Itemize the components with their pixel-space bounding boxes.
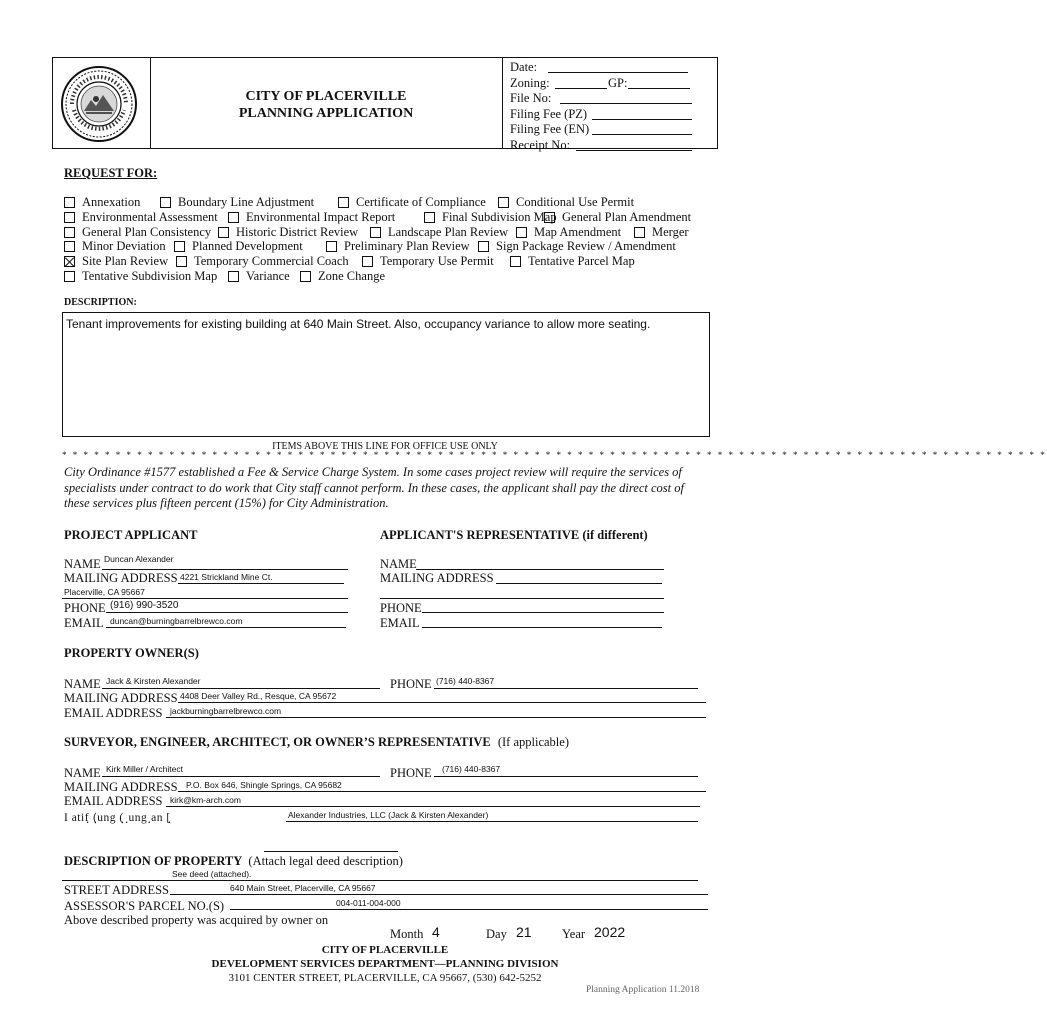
request-option[interactable] bbox=[64, 254, 168, 269]
surveyor-heading: SURVEYOR, ENGINEER, ARCHITECT, OR OWNER’S REPRESENTATIVE bbox=[64, 735, 491, 749]
receipt-no-field[interactable] bbox=[576, 138, 692, 151]
filing-fee-pz-field[interactable] bbox=[592, 107, 692, 120]
signature-line[interactable] bbox=[264, 838, 398, 852]
representative-heading: APPLICANT'S REPRESENTATIVE (if different) bbox=[380, 528, 648, 542]
applicant-address-label: MAILING ADDRESS bbox=[64, 571, 178, 585]
apn-label: ASSESSOR'S PARCEL NO.(S) bbox=[64, 899, 225, 913]
filing-fee-en-label: Filing Fee (EN) bbox=[510, 122, 590, 136]
checkbox[interactable] bbox=[326, 241, 337, 252]
surveyor-phone-value: (716) 440-8367 bbox=[442, 764, 501, 774]
surveyor-email-value: kirk@km-arch.com bbox=[170, 795, 241, 805]
applicant-name-label: NAME bbox=[64, 557, 101, 571]
representative-email-field[interactable] bbox=[422, 615, 662, 628]
apn-field[interactable] bbox=[230, 897, 708, 910]
applicant-address-line2-field[interactable] bbox=[62, 586, 348, 599]
applicant-email-field[interactable] bbox=[106, 615, 346, 628]
footer-city: CITY OF PLACERVILLE bbox=[321, 944, 449, 956]
checkbox[interactable] bbox=[228, 271, 239, 282]
representative-address-line2-field[interactable] bbox=[380, 586, 664, 599]
surveyor-email-field[interactable] bbox=[166, 794, 700, 807]
request-option-label: Boundary Line Adjustment bbox=[178, 195, 315, 209]
checkbox[interactable] bbox=[218, 227, 229, 238]
request-option[interactable] bbox=[370, 225, 508, 240]
checkbox[interactable] bbox=[362, 256, 373, 267]
request-option[interactable] bbox=[634, 225, 689, 240]
request-option-label: Tentative Subdivision Map bbox=[82, 269, 218, 283]
owner-name-field[interactable] bbox=[102, 676, 380, 689]
day-label: Day bbox=[486, 927, 507, 941]
file-no-field[interactable] bbox=[560, 91, 692, 104]
request-option-label: Landscape Plan Review bbox=[388, 225, 509, 239]
representative-phone-field[interactable] bbox=[422, 600, 664, 613]
checkbox[interactable] bbox=[424, 212, 435, 223]
request-option-label: Environmental Assessment bbox=[82, 210, 218, 224]
owner-heading: PROPERTY OWNER(S) bbox=[64, 646, 199, 660]
request-option-label: General Plan Amendment bbox=[562, 210, 692, 224]
representative-name-label: NAME bbox=[380, 557, 417, 571]
owner-phone-field[interactable] bbox=[434, 676, 698, 689]
gp-field[interactable] bbox=[628, 76, 690, 89]
file-no-label: File No: bbox=[510, 91, 552, 105]
request-row bbox=[64, 269, 724, 284]
applicant-address-field[interactable] bbox=[178, 571, 344, 584]
request-option[interactable] bbox=[64, 210, 218, 225]
applicant-email-value: duncan@burningbarrelbrewco.com bbox=[110, 616, 243, 626]
title-line-2: PLANNING APPLICATION bbox=[238, 106, 414, 121]
request-option[interactable] bbox=[228, 269, 290, 284]
owner-address-field[interactable] bbox=[178, 690, 706, 703]
footer-address: 3101 CENTER STREET, PLACERVILLE, CA 95667, (530) 642-5252 bbox=[228, 972, 542, 984]
request-option-label: Preliminary Plan Review bbox=[344, 239, 470, 253]
year-value[interactable]: 2022 bbox=[594, 924, 626, 940]
business-name-value: Alexander Industries, LLC (Jack & Kirsten Alexander) bbox=[288, 810, 489, 820]
surveyor-email-label: EMAIL ADDRESS bbox=[64, 794, 163, 808]
checkbox[interactable] bbox=[174, 241, 185, 252]
header-divider bbox=[502, 57, 503, 149]
checkbox[interactable] bbox=[498, 197, 509, 208]
checkbox[interactable] bbox=[176, 256, 187, 267]
month-label: Month bbox=[390, 927, 424, 941]
representative-name-field[interactable] bbox=[416, 557, 664, 570]
request-option-label: Map Amendment bbox=[534, 225, 622, 239]
request-option-label: Environmental Impact Report bbox=[246, 210, 396, 224]
property-heading: DESCRIPTION OF PROPERTY bbox=[64, 854, 243, 868]
request-option[interactable] bbox=[516, 225, 621, 240]
checkbox[interactable] bbox=[64, 212, 75, 223]
checkbox[interactable] bbox=[370, 227, 381, 238]
request-option-label: Minor Deviation bbox=[82, 239, 166, 253]
applicant-heading: PROJECT APPLICANT bbox=[64, 528, 198, 542]
legal-deed-field[interactable] bbox=[62, 868, 698, 881]
request-option-label: Historic District Review bbox=[236, 225, 359, 239]
request-option[interactable] bbox=[478, 239, 676, 254]
representative-email-label: EMAIL bbox=[380, 616, 420, 630]
year-label: Year bbox=[562, 927, 586, 941]
checkbox[interactable] bbox=[64, 197, 75, 208]
filing-fee-en-field[interactable] bbox=[592, 122, 692, 135]
request-option[interactable] bbox=[228, 210, 395, 225]
request-option-label: Variance bbox=[246, 269, 290, 283]
business-name-label: I atifฺ (ฺung (ฺ ฺung ฺan [ฺ bbox=[64, 812, 172, 824]
separator-stars: * * * * * * * * * * * * * * * * * * * * * * * * * * * * * * * * * * * * * * * * * * * * * * * * * * * * * * * * * * * * * * * * * * * * * * * * * * * * * * * * * * * * * * * * * * * * bbox=[62, 450, 1047, 460]
month-value[interactable]: 4 bbox=[432, 924, 440, 940]
representative-address-field[interactable] bbox=[496, 571, 662, 584]
request-option-label: Sign Package Review / Amendment bbox=[496, 239, 676, 253]
business-name-field[interactable] bbox=[286, 809, 698, 822]
date-field[interactable] bbox=[548, 60, 688, 73]
applicant-phone-field[interactable] bbox=[106, 600, 348, 613]
applicant-address-line2-value: Placerville, CA 95667 bbox=[64, 587, 145, 597]
office-meta-block bbox=[510, 60, 628, 153]
description-box[interactable] bbox=[62, 312, 710, 437]
surveyor-phone-field[interactable] bbox=[434, 764, 698, 777]
date-label: Date: bbox=[510, 60, 538, 74]
owner-address-label: MAILING ADDRESS bbox=[64, 691, 178, 705]
request-option-label: Conditional Use Permit bbox=[516, 195, 635, 209]
apn-value: 004-011-004-000 bbox=[336, 898, 401, 908]
owner-name-label: NAME bbox=[64, 677, 101, 691]
fee-notice: City Ordinance #1577 established a Fee & Service Charge System. In some cases project review will require the services of specialists under contract to do work that City staff cannot perform. In these cases, the applicant shall pay the direct cost of these services plus fifteen percent (15%) for City Administration. bbox=[64, 465, 684, 510]
applicant-email-label: EMAIL bbox=[64, 616, 104, 630]
request-option[interactable] bbox=[424, 210, 557, 225]
request-option-label: Planned Development bbox=[192, 239, 303, 253]
surveyor-address-label: MAILING ADDRESS bbox=[64, 780, 178, 794]
request-option[interactable] bbox=[218, 225, 358, 240]
street-address-field[interactable] bbox=[170, 882, 708, 895]
checkbox[interactable] bbox=[64, 227, 75, 238]
surveyor-heading-note: (If applicable) bbox=[497, 735, 569, 749]
filing-fee-pz-label: Filing Fee (PZ) bbox=[510, 106, 588, 121]
checkbox[interactable] bbox=[478, 241, 489, 252]
request-option-label: Zone Change bbox=[318, 269, 385, 283]
checkbox[interactable] bbox=[634, 227, 645, 238]
request-heading: REQUEST FOR: bbox=[64, 166, 158, 180]
request-option[interactable] bbox=[498, 195, 634, 210]
checkbox[interactable] bbox=[64, 256, 75, 267]
checkbox[interactable] bbox=[338, 197, 349, 208]
representative-address-label: MAILING ADDRESS bbox=[380, 571, 494, 585]
request-option[interactable] bbox=[362, 254, 494, 269]
owner-name-value: Jack & Kirsten Alexander bbox=[106, 676, 201, 686]
request-option[interactable] bbox=[160, 195, 314, 210]
checkbox[interactable] bbox=[544, 212, 555, 223]
legal-deed-value: See deed (attached). bbox=[172, 869, 252, 879]
checkbox[interactable] bbox=[228, 212, 239, 223]
request-option[interactable] bbox=[174, 239, 303, 254]
owner-phone-label: PHONE bbox=[390, 677, 432, 691]
property-heading-row bbox=[64, 854, 403, 869]
request-row bbox=[64, 210, 724, 225]
form-title bbox=[190, 88, 462, 122]
surveyor-name-field[interactable] bbox=[102, 764, 380, 777]
checkbox[interactable] bbox=[510, 256, 521, 267]
description-heading: DESCRIPTION: bbox=[64, 297, 137, 308]
request-option-label: Annexation bbox=[82, 195, 141, 209]
request-option[interactable] bbox=[338, 195, 486, 210]
owner-email-field[interactable] bbox=[166, 705, 706, 718]
owner-email-value: jackburningbarrelbrewco.com bbox=[170, 706, 282, 716]
request-option[interactable] bbox=[64, 195, 140, 210]
street-address-label: STREET ADDRESS bbox=[64, 883, 169, 897]
applicant-phone-value: (916) 990-3520 bbox=[110, 600, 179, 611]
footer-department: DEVELOPMENT SERVICES DEPARTMENT—PLANNING DIVISION bbox=[211, 958, 559, 970]
request-option[interactable] bbox=[510, 254, 635, 269]
request-option-label: Tentative Parcel Map bbox=[528, 254, 635, 268]
request-option[interactable] bbox=[544, 210, 691, 225]
applicant-address-value: 4221 Strickland Mine Ct. bbox=[180, 572, 273, 582]
city-seal-icon bbox=[60, 65, 138, 143]
request-option[interactable] bbox=[300, 269, 385, 284]
gp-label: GP: bbox=[608, 75, 628, 90]
office-use-notice: ITEMS ABOVE THIS LINE FOR OFFICE USE ONLY bbox=[272, 441, 498, 452]
checkbox[interactable] bbox=[300, 271, 311, 282]
surveyor-name-label: NAME bbox=[64, 766, 101, 780]
header-divider bbox=[150, 57, 151, 149]
applicant-phone-label: PHONE bbox=[64, 601, 106, 615]
street-address-value: 640 Main Street, Placerville, CA 95667 bbox=[230, 883, 376, 893]
request-option[interactable] bbox=[176, 254, 349, 269]
checkbox[interactable] bbox=[516, 227, 527, 238]
request-option-label: General Plan Consistency bbox=[82, 225, 212, 239]
owner-address-value: 4408 Deer Valley Rd., Resque, CA 95672 bbox=[180, 691, 337, 701]
request-option[interactable] bbox=[326, 239, 470, 254]
request-option-label: Temporary Commercial Coach bbox=[194, 254, 349, 268]
surveyor-address-value: P.O. Box 646, Shingle Springs, CA 95682 bbox=[186, 780, 342, 790]
surveyor-address-field[interactable] bbox=[178, 779, 706, 792]
surveyor-heading-row bbox=[64, 735, 569, 750]
zoning-label: Zoning: bbox=[510, 75, 550, 90]
request-option[interactable] bbox=[64, 269, 217, 284]
form-version: Planning Application 11.2018 bbox=[586, 985, 700, 995]
acquired-label: Above described property was acquired by owner on bbox=[64, 913, 329, 927]
day-value[interactable]: 21 bbox=[516, 924, 532, 940]
checkbox[interactable] bbox=[64, 271, 75, 282]
request-row bbox=[64, 195, 724, 210]
request-option-label: Site Plan Review bbox=[82, 254, 169, 268]
request-option[interactable] bbox=[64, 225, 211, 240]
representative-phone-label: PHONE bbox=[380, 601, 422, 615]
owner-email-label: EMAIL ADDRESS bbox=[64, 706, 163, 720]
zoning-field[interactable] bbox=[555, 76, 607, 89]
request-option-label: Certificate of Compliance bbox=[356, 195, 486, 209]
request-option-label: Merger bbox=[652, 225, 689, 239]
request-option-label: Final Subdivision Map bbox=[442, 210, 557, 224]
applicant-name-field[interactable] bbox=[102, 554, 348, 570]
request-row bbox=[64, 239, 724, 254]
applicant-name-value: Duncan Alexander bbox=[104, 554, 174, 564]
property-heading-note: (Attach legal deed description) bbox=[248, 854, 403, 868]
checkbox[interactable] bbox=[160, 197, 171, 208]
surveyor-name-value: Kirk Miller / Architect bbox=[106, 764, 183, 774]
request-row bbox=[64, 254, 724, 269]
checkbox[interactable] bbox=[64, 241, 75, 252]
surveyor-phone-label: PHONE bbox=[390, 766, 432, 780]
request-option[interactable] bbox=[64, 239, 166, 254]
request-row bbox=[64, 225, 724, 240]
receipt-no-label: Receipt No: bbox=[510, 137, 571, 152]
title-line-1: CITY OF PLACERVILLE bbox=[245, 89, 407, 104]
owner-phone-value: (716) 440-8367 bbox=[436, 676, 495, 686]
description-value: Tenant improvements for existing building at 640 Main Street. Also, occupancy variance to allow more seating. bbox=[66, 317, 651, 331]
request-option-label: Temporary Use Permit bbox=[380, 254, 494, 268]
